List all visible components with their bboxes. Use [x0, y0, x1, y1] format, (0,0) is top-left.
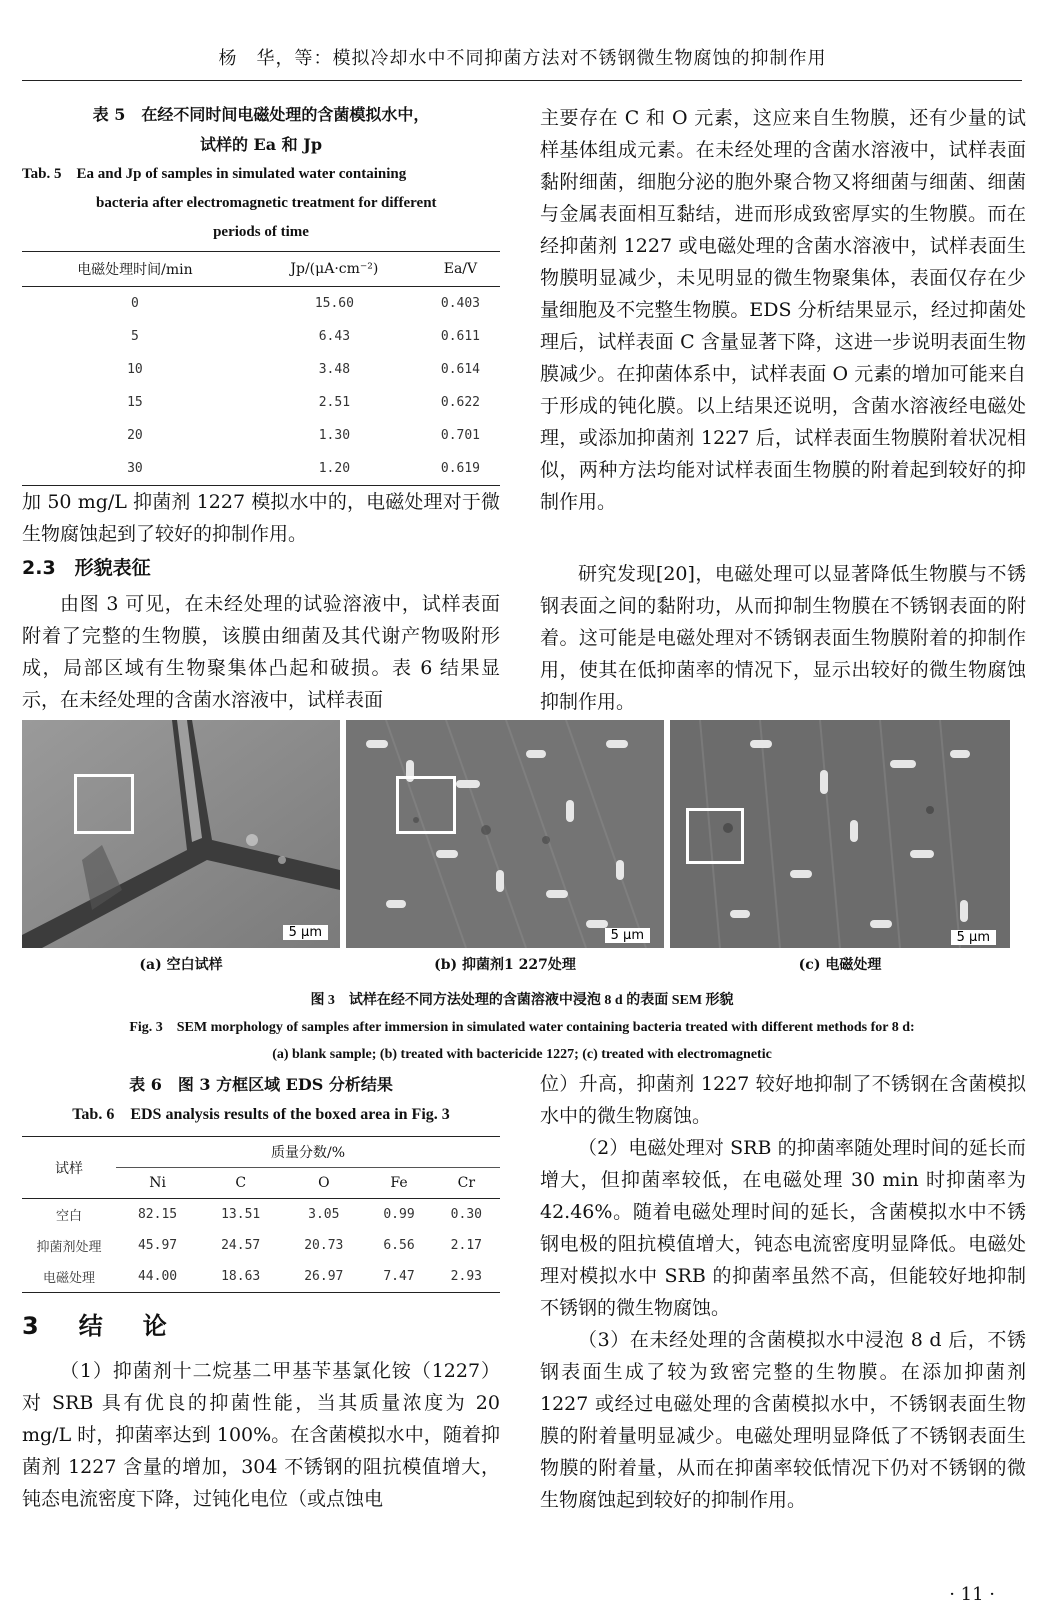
table6-sample-cell: 空白 [55, 1209, 82, 1224]
table6-cell: 18.63 [221, 1269, 261, 1284]
table5-cell: 0.403 [440, 296, 481, 311]
table5-caption-en-2: bacteria after electromagnetic treatment for different [96, 195, 437, 211]
table5-row [22, 452, 500, 486]
table6-col-header: Ni [149, 1175, 166, 1191]
table5-row [22, 320, 500, 353]
table5-cell: 0.701 [440, 428, 481, 443]
scale-bar-b: 5 μm [605, 928, 650, 943]
table6-caption-cn: 表 6 图 3 方框区域 EDS 分析结果 [129, 1075, 393, 1094]
eds-box-c [686, 808, 744, 864]
sem-image-a [22, 720, 340, 948]
table6-cell: 24.57 [221, 1238, 261, 1253]
table6-cell: 13.51 [221, 1207, 261, 1222]
table6-col-header: Fe [390, 1175, 408, 1191]
table6-header-sample: 试样 [22, 1137, 116, 1199]
table5-block [22, 100, 500, 486]
panel-c-label: (c) 电磁处理 [798, 957, 882, 973]
table5-cell: 30 [22, 452, 248, 486]
sem-panel-a [22, 720, 340, 948]
table6-block [22, 1070, 500, 1293]
scale-bar-a: 5 μm [283, 925, 328, 940]
page-number: · 11 · [949, 1584, 995, 1605]
table6-cell: 44.00 [137, 1269, 178, 1284]
panel-a-label: (a) 空白试样 [139, 957, 223, 973]
conclusion-3: （3）在未经处理的含菌模拟水中浸泡 8 d 后，不锈钢表面生成了较为致密完整的生物膜。在添加抑菌剂 1227 或经过电磁处理的含菌模拟水中，不锈钢表面生物膜的附着量明显减少。电磁处理明显降低了不锈钢表面生物膜的附着量，从而在抑菌率较低情况下仍对不锈钢的微生物腐蚀起到较好的抑制作用。 [540, 1329, 1026, 1511]
table6-cell: 45.97 [137, 1238, 178, 1253]
table5-cell: 2.51 [318, 395, 351, 410]
table6-cell: 7.47 [383, 1269, 415, 1284]
table5-cell: 0.619 [421, 452, 500, 486]
table5-caption-en-3: periods of time [213, 224, 309, 240]
table6-header-group: 质量分数/% [116, 1137, 500, 1168]
table6 [22, 1136, 500, 1293]
conclusion-2: （2）电磁处理对 SRB 的抑菌率随处理时间的延长而增大，但抑菌率较低，在电磁处理 30 min 时抑菌率为 42.46%。随着电磁处理时间的延长，含菌模拟水中不锈钢电极的阻抗模值增大，钝态电流密度明显降低。电磁处理对模拟水中 SRB 的抑菌率虽然不高，但能较好地抑制不锈钢的微生物腐蚀。 [540, 1137, 1026, 1319]
header-rule [22, 80, 1022, 81]
table5-row [22, 287, 500, 321]
section-2-3-heading: 2.3 形貌表征 [22, 557, 151, 579]
table6-row [22, 1199, 500, 1231]
sem-panel-c [670, 720, 1010, 948]
table6-cell: 82.15 [137, 1207, 178, 1222]
table6-caption-en: Tab. 6 EDS analysis results of the boxed area in Fig. 3 [72, 1106, 450, 1123]
running-header: 杨 华，等：模拟冷却水中不同抑菌方法对不锈钢微生物腐蚀的抑制作用 [218, 48, 827, 69]
table5-caption-en [22, 160, 500, 247]
figure3 [22, 720, 1022, 984]
table6-row [22, 1261, 500, 1293]
table5-caption-cn-1: 表 5 在经不同时间电磁处理的含菌模拟水中， [92, 105, 430, 124]
table5-header-time: 电磁处理时间/min [22, 252, 248, 287]
table5-header-ea: Ea/V [421, 252, 500, 287]
table6-cell: 6.56 [383, 1238, 415, 1253]
left-text-2: 由图 3 可见，在未经处理的试验溶液中，试样表面附着了完整的生物膜，该膜由细菌及其代谢产物吸附形成，局部区域有生物聚集体凸起和破损。表 6 结果显示，在未经处理的含菌水溶液中，试样表面 [22, 593, 500, 711]
table5-row [22, 419, 500, 452]
table6-cell: 3.05 [308, 1207, 340, 1222]
figure3-caption-en-1: Fig. 3 SEM morphology of samples after immersion in simulated water containing bacteria treated with different methods for 8 d: [129, 1020, 915, 1035]
table5-cell: 15.60 [314, 296, 354, 311]
table6-cell: 0.30 [450, 1207, 482, 1222]
table5 [22, 251, 500, 486]
sem-panel-b [346, 720, 664, 948]
table6-col-header: Cr [457, 1175, 476, 1191]
table5-caption-cn-2: 试样的 Ea 和 Jp [199, 135, 323, 154]
sem-image-b [346, 720, 664, 948]
figure3-caption-en-2: (a) blank sample; (b) treated with bactericide 1227; (c) treated with electromagnetic [272, 1047, 772, 1062]
table5-cell: 1.20 [248, 452, 421, 486]
table5-cell: 3.48 [318, 362, 351, 377]
table5-cell: 20 [127, 428, 143, 443]
table5-row [22, 386, 500, 419]
table5-cell: 10 [127, 362, 143, 377]
conclusion-1-cont: 位）升高，抑菌剂 1227 较好地抑制了不锈钢在含菌模拟水中的微生物腐蚀。 [540, 1073, 1026, 1127]
right-text-1: 主要存在 C 和 O 元素，这应来自生物膜，还有少量的试样基体组成元素。在未经处理的含菌水溶液中，试样表面黏附细菌，细胞分泌的胞外聚合物又将细菌与细菌、细菌与金属表面相互黏结，进而形成致密厚实的生物膜。而在经抑菌剂 1227 或电磁处理的含菌水溶液中，试样表面生物膜明显减少，未见明显的微生物聚集体，表面仅存在少量细胞及不完整生物膜。EDS 分析结果显示，经过抑菌处理后，试样表面 C 含量显著下降，这进一步说明表面生物膜减少。在抑菌体系中，试样表面 O 元素的增加可能来自于形成的钝化膜。以上结果还说明，含菌水溶液经电磁处理，或添加抑菌剂 1227 后，试样表面生物膜附着状况相似，两种方法均能对试样表面生物膜的附着起到较好的抑制作用。 [540, 107, 1026, 513]
table5-cell: 0.611 [440, 329, 481, 344]
table5-cell: 1.30 [318, 428, 351, 443]
table6-cell: 2.93 [450, 1269, 482, 1284]
table6-cell: 2.17 [450, 1238, 482, 1253]
table6-cell: 0.99 [383, 1207, 415, 1222]
table6-cell: 20.73 [304, 1238, 344, 1253]
table5-cell: 0.614 [440, 362, 481, 377]
table5-cell: 0 [131, 296, 139, 311]
table6-col-header: C [235, 1175, 247, 1191]
conclusion-1: （1）抑菌剂十二烷基二甲基苄基氯化铵（1227）对 SRB 具有优良的抑菌性能，当其质量浓度为 20 mg/L 时，抑菌率达到 100%。在含菌模拟水中，随着抑菌剂 1227 含量的增加，304 不锈钢的阻抗模值增大，钝态电流密度下降，过钝化电位（或点蚀电 [22, 1360, 500, 1510]
table5-row [22, 353, 500, 386]
table5-cell: 6.43 [318, 329, 351, 344]
eds-box-a [74, 774, 134, 834]
table5-cell: 0.622 [440, 395, 481, 410]
eds-box-b [396, 776, 456, 834]
panel-b-label: (b) 抑菌剂1 227处理 [434, 957, 576, 973]
table5-header-jp: Jp/(μA·cm⁻²) [248, 252, 421, 287]
figure3-caption-cn: 图 3 试样在经不同方法处理的含菌溶液中浸泡 8 d 的表面 SEM 形貌 [310, 993, 734, 1008]
table6-row [22, 1230, 500, 1261]
section-3-heading: 3 结 论 [22, 1312, 175, 1340]
right-text-2: 研究发现[20]，电磁处理可以显著降低生物膜与不锈钢表面之间的黏附功，从而抑制生物膜在不锈钢表面的附着。这可能是电磁处理对不锈钢表面生物膜附着的抑制作用，使其在低抑菌率的情况下，显示出较好的微生物腐蚀抑制作用。 [540, 563, 1026, 713]
table6-col-header: O [318, 1175, 330, 1191]
table5-caption-en-1: Tab. 5 Ea and Jp of samples in simulated water containing [22, 166, 407, 182]
table5-cell: 15 [127, 395, 143, 410]
scale-bar-c: 5 μm [951, 930, 996, 945]
table6-sample-cell: 电磁处理 [42, 1271, 95, 1286]
table6-sample-cell: 抑菌剂处理 [36, 1240, 102, 1255]
left-text-1: 加 50 mg/L 抑菌剂 1227 模拟水中的，电磁处理对于微生物腐蚀起到了较好的抑制作用。 [22, 491, 500, 545]
table6-cell: 26.97 [304, 1269, 344, 1284]
table5-cell: 5 [131, 329, 139, 344]
